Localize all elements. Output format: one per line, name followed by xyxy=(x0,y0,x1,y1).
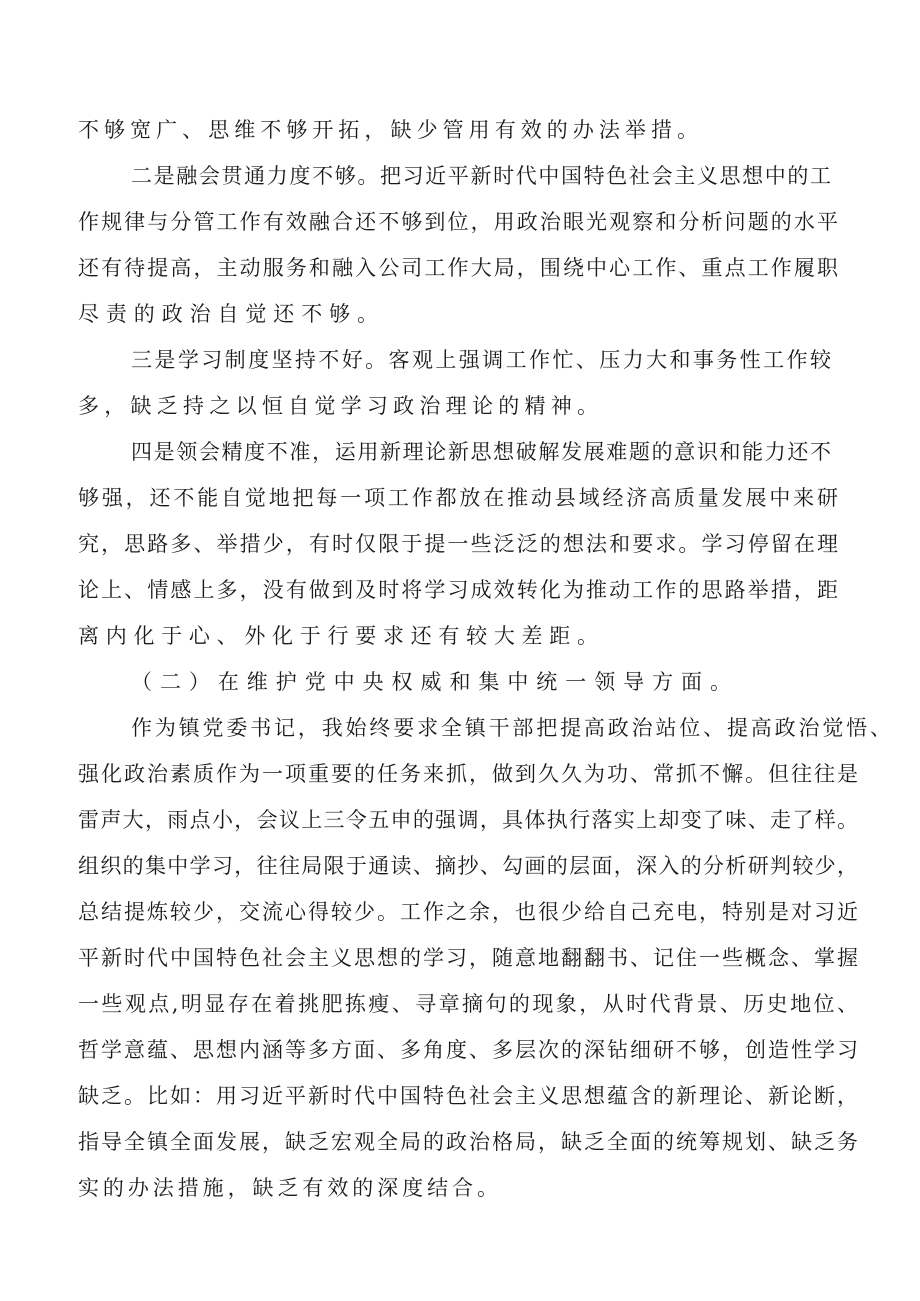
text-line: 指导全镇全面发展，缺乏宏观全局的政治格局，缺乏全面的统筹规划、缺乏务 xyxy=(78,1130,860,1154)
text-line: 究，思路多、举措少，有时仅限于提一些泛泛的想法和要求。学习停留在理 xyxy=(78,532,841,556)
text-line: 作规律与分管工作有效融合还不够到位，用政治眼光观察和分析问题的水平 xyxy=(78,210,841,234)
text-line: 离内化于心、外化于行要求还有较大差距。 xyxy=(78,624,605,648)
text-line: 三是学习制度坚持不好。客观上强调工作忙、压力大和事务性工作较 xyxy=(131,348,834,372)
text-line: 多，缺乏持之以恒自觉学习政治理论的精神。 xyxy=(78,394,604,418)
text-line: 雷声大，雨点小，会议上三令五申的强调，具体执行落实上却变了味、走了样。 xyxy=(78,808,860,832)
text-line: 实的办法措施，缺乏有效的深度结合。 xyxy=(78,1176,502,1200)
text-line: 还有待提高，主动服务和融入公司工作大局，围绕中心工作、重点工作履职 xyxy=(78,256,841,280)
text-line: 尽责的政治自觉还不够。 xyxy=(78,302,385,326)
text-line: 总结提炼较少，交流心得较少。工作之余，也很少给自己充电，特别是对习近 xyxy=(78,900,860,924)
text-line: 强化政治素质作为一项重要的任务来抓，做到久久为功、常抓不懈。但往往是 xyxy=(78,762,860,786)
section-heading: （二）在维护党中央权威和集中统一领导方面。 xyxy=(131,670,739,694)
text-line: 一些观点,明显存在着挑肥拣瘦、寻章摘句的现象，从时代背景、历史地位、 xyxy=(78,992,861,1016)
text-line: 不够宽广、思维不够开拓，缺少管用有效的办法举措。 xyxy=(78,118,704,142)
text-line: 哲学意蕴、思想内涵等多方面、多角度、多层次的深钻细研不够，创造性学习 xyxy=(78,1038,860,1062)
text-line: 二是融会贯通力度不够。把习近平新时代中国特色社会主义思想中的工 xyxy=(131,164,833,188)
text-line: 论上、情感上多，没有做到及时将学习成效转化为推动工作的思路举措，距 xyxy=(78,578,841,602)
text-line: 作为镇党委书记，我始终要求全镇干部把提高政治站位、提高政治觉悟、 xyxy=(131,716,894,740)
text-line: 组织的集中学习，往往局限于通读、摘抄、勾画的层面，深入的分析研判较少， xyxy=(78,854,860,878)
text-line: 平新时代中国特色社会主义思想的学习，随意地翻翻书、记住一些概念、掌握 xyxy=(78,946,860,970)
text-line: 缺乏。比如：用习近平新时代中国特色社会主义思想蕴含的新理论、新论断， xyxy=(78,1084,860,1108)
text-line: 够强，还不能自觉地把每一项工作都放在推动县域经济高质量发展中来研 xyxy=(78,486,841,510)
text-line: 四是领会精度不准，运用新理论新思想破解发展难题的意识和能力还不 xyxy=(131,440,833,464)
